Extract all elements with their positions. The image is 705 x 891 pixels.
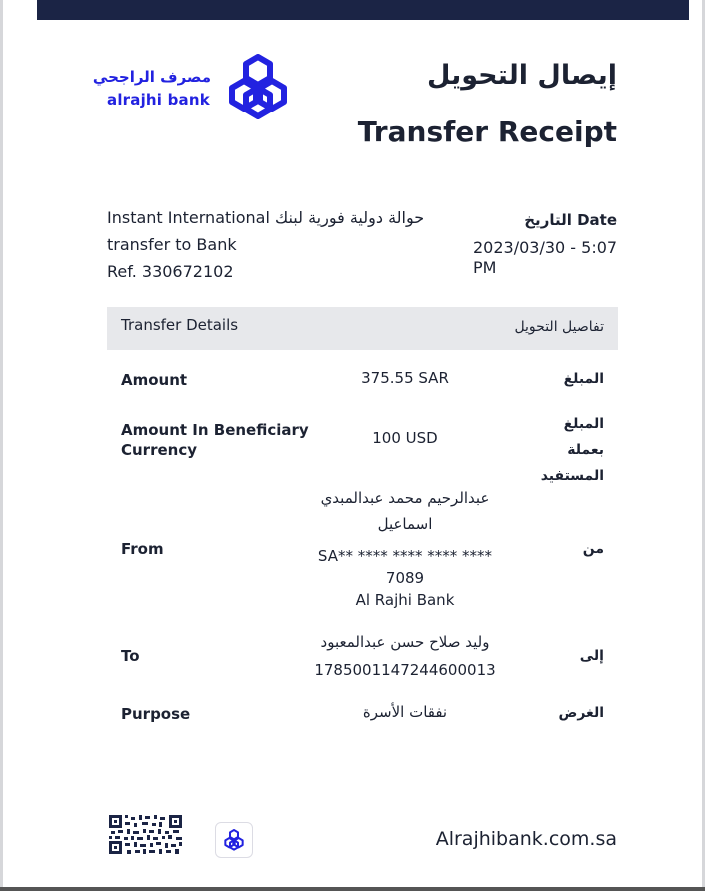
alrajhi-logo bbox=[92, 54, 293, 120]
date-value: 2023/03/30 - 5:07 PM bbox=[473, 238, 618, 277]
beneficiary-amount-value: 100 USD bbox=[372, 429, 438, 447]
alrajhi-mini-badge bbox=[215, 822, 253, 858]
from-bank-text: Al Rajhi Bank bbox=[355, 591, 455, 609]
top-bar bbox=[37, 0, 689, 20]
transfer-details-header bbox=[107, 307, 618, 350]
alrajhi-logo-icon bbox=[224, 54, 292, 120]
from-name-text: عبدالرحيم محمد عبدالمبدي اسماعيل bbox=[320, 489, 490, 533]
page-edge-left bbox=[0, 0, 3, 891]
reference-number: Ref. 330672102 bbox=[107, 262, 234, 281]
description-line-1 bbox=[107, 204, 427, 231]
website-link[interactable]: Alrajhibank.com.sa bbox=[435, 828, 617, 850]
purpose-label: Purpose bbox=[121, 705, 191, 723]
amount-label: Amount bbox=[121, 371, 188, 389]
date-label: التاريخ Date bbox=[524, 211, 617, 229]
logo-arabic-text: مصرف الراجحي bbox=[92, 68, 211, 86]
description-line-1-ar: حوالة دولية فورية لبنك bbox=[274, 208, 425, 227]
page-edge-bottom bbox=[0, 887, 705, 891]
alrajhi-mini-icon bbox=[222, 829, 246, 851]
description-line-2: transfer to Bank bbox=[107, 235, 237, 254]
details-header-english: Transfer Details bbox=[121, 316, 239, 334]
to-account-text: 1785001147244600013 bbox=[314, 661, 496, 679]
to-name-text: وليد صلاح حسن عبدالمعبود bbox=[320, 633, 490, 651]
logo-english-text: alrajhi bank bbox=[107, 91, 210, 109]
to-label-arabic: إلى bbox=[579, 648, 604, 664]
from-name bbox=[305, 485, 505, 537]
amount-value: 375.55 SAR bbox=[361, 369, 449, 387]
purpose-value: نفقات الأسرة bbox=[362, 703, 448, 721]
to-recipient bbox=[305, 628, 505, 684]
from-label: From bbox=[121, 540, 164, 558]
title-arabic: إيصال التحويل bbox=[426, 60, 617, 91]
qr-code bbox=[109, 815, 182, 854]
from-account bbox=[305, 545, 505, 611]
transfer-description bbox=[107, 204, 427, 285]
from-account-text: SA** **** **** **** **** 7089 bbox=[317, 547, 493, 587]
from-label-arabic: من bbox=[582, 541, 604, 557]
beneficiary-amount-label: Amount In Beneficiary Currency bbox=[121, 421, 309, 459]
purpose-label-arabic: الغرض bbox=[558, 705, 604, 721]
details-header-arabic: تفاصيل التحويل bbox=[514, 319, 604, 335]
amount-label-arabic: المبلغ bbox=[563, 371, 604, 387]
title-english: Transfer Receipt bbox=[357, 115, 617, 148]
to-label: To bbox=[121, 647, 140, 665]
beneficiary-amount-label-arabic: المبلغ بعملة المستفيد bbox=[540, 416, 604, 484]
description-line-1-en: Instant International bbox=[107, 208, 270, 227]
